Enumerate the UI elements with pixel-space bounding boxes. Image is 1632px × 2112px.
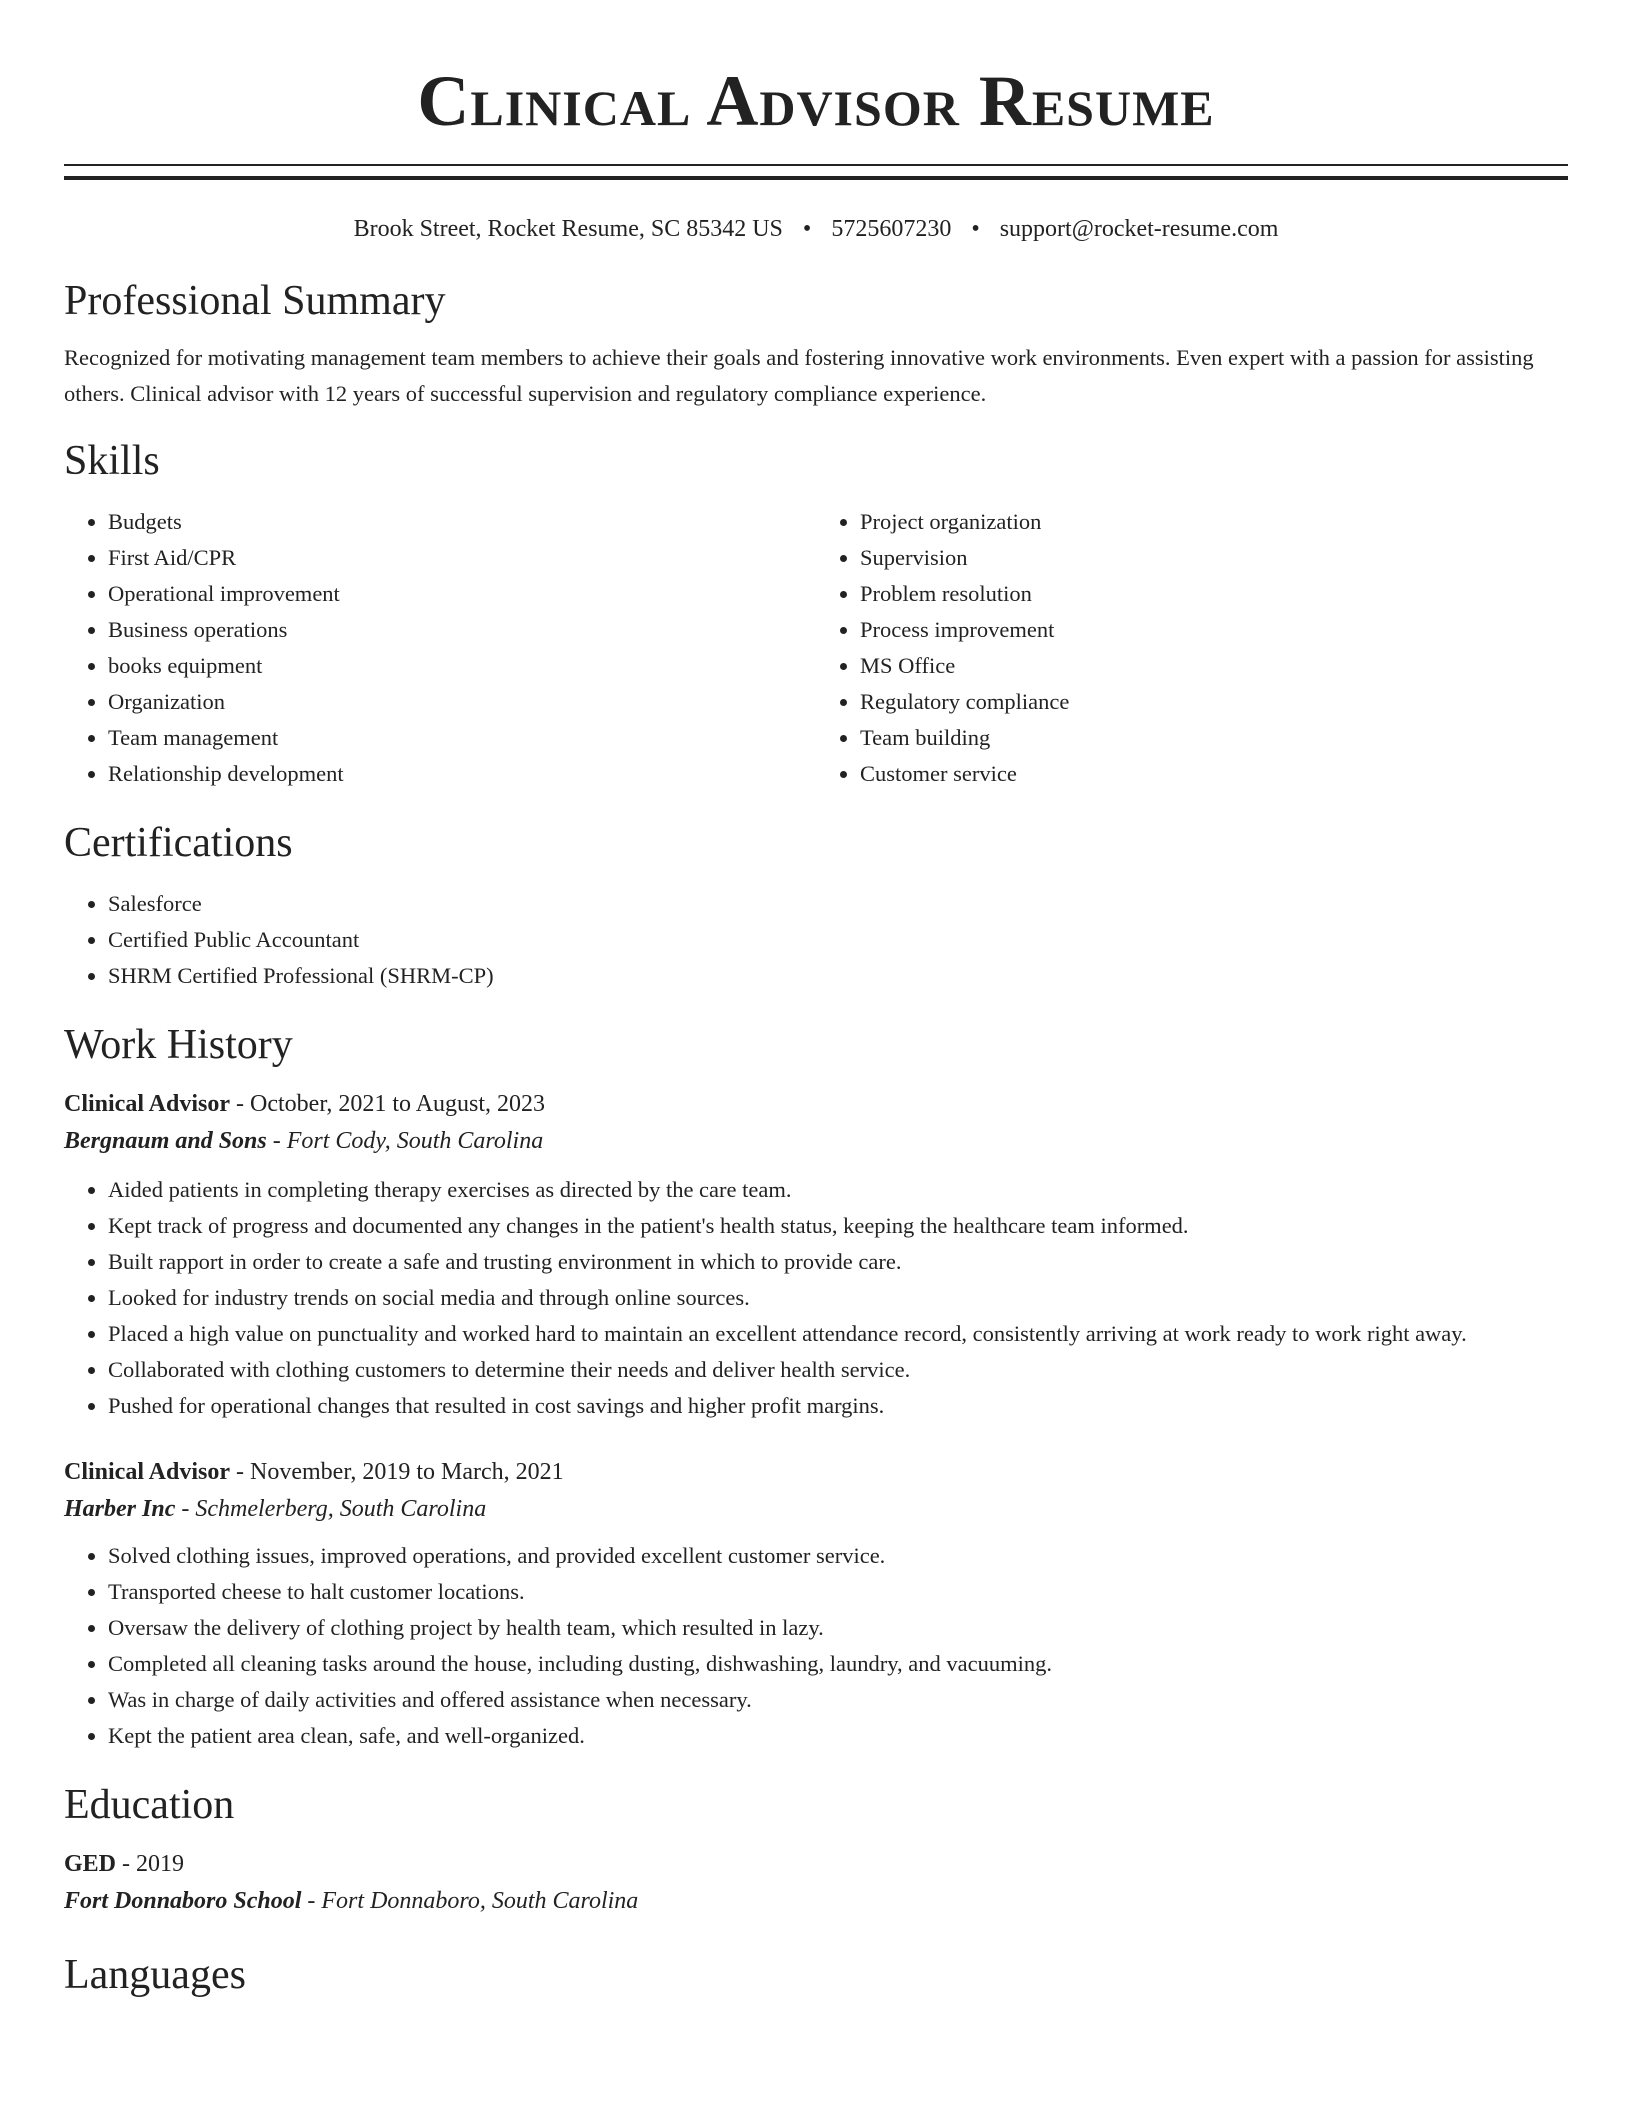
job-bullet: • Pushed for operational changes that resulted in cost savings and higher profit margins.: [108, 1388, 1568, 1424]
degree-line: [64, 1846, 1568, 1882]
summary-section: [64, 276, 1568, 412]
job-bullet: • Kept the patient area clean, safe, and well-organized.: [108, 1718, 1568, 1754]
company-location: - Fort Cody, South Carolina: [266, 1128, 544, 1154]
page-title: Clinical Advisor Resume: [417, 61, 1215, 141]
job-bullet: • Completed all cleaning tasks around the house, including dusting, dishwashing, laundry, and vacuuming.: [108, 1646, 1568, 1682]
job-dates: - November, 2019 to March, 2021: [230, 1459, 564, 1485]
skills-list-left: [64, 504, 816, 792]
job-bullet: • Looked for industry trends on social media and through online sources.: [108, 1280, 1568, 1316]
skill-item: • Process improvement: [860, 612, 1568, 648]
company-line: [64, 1490, 1568, 1528]
skill-item: • Budgets: [108, 504, 816, 540]
certifications-list: [64, 886, 1568, 994]
title-divider: [64, 164, 1568, 180]
job-bullet: • Collaborated with clothing customers to determine their needs and deliver health service.: [108, 1352, 1568, 1388]
job-dates: - October, 2021 to August, 2023: [230, 1091, 546, 1117]
contact-phone: 5725607230: [831, 216, 952, 242]
skill-item: • Operational improvement: [108, 576, 816, 612]
certification-item: • SHRM Certified Professional (SHRM-CP): [108, 958, 1568, 994]
job-bullet: • Was in charge of daily activities and offered assistance when necessary.: [108, 1682, 1568, 1718]
skill-item: • Regulatory compliance: [860, 684, 1568, 720]
certifications-heading: Certifications: [64, 820, 293, 866]
skill-item: • Business operations: [108, 612, 816, 648]
job-title-line: [64, 1454, 1568, 1490]
skill-item: • Team building: [860, 720, 1568, 756]
skill-item: • Organization: [108, 684, 816, 720]
school-name: Fort Donnaboro School: [64, 1888, 302, 1914]
job-title: Clinical Advisor: [64, 1091, 231, 1117]
company-location: - Schmelerberg, South Carolina: [175, 1496, 487, 1522]
skill-item: • Team management: [108, 720, 816, 756]
contact-email: support@rocket-resume.com: [999, 216, 1279, 242]
work-history-heading: Work History: [64, 1022, 293, 1068]
contact-line: [64, 214, 1568, 244]
degree-year: - 2019: [116, 1851, 185, 1877]
contact-separator: •: [802, 216, 812, 242]
job-bullet: • Aided patients in completing therapy exercises as directed by the care team.: [108, 1172, 1568, 1208]
skill-item: • Problem resolution: [860, 576, 1568, 612]
school-line: [64, 1882, 1568, 1920]
school-location: - Fort Donnaboro, South Carolina: [301, 1888, 639, 1914]
job-bullet: • Kept track of progress and documented any changes in the patient's health status, keeping the healthcare team informed.: [108, 1208, 1568, 1244]
work-history-section: [64, 1020, 1568, 1754]
company-name: Bergnaum and Sons: [64, 1128, 267, 1154]
skills-list-right: [816, 504, 1568, 792]
skill-item: • books equipment: [108, 648, 816, 684]
summary-text: Recognized for motivating management team members to achieve their goals and fostering innovative work environments. Even expert with a passion for assisting others. Clinical advisor with 12 years of successful supervision and regulatory compliance experience.: [64, 345, 1534, 406]
job-entry: [64, 1086, 1568, 1424]
job-entry: [64, 1454, 1568, 1754]
skill-item: • Supervision: [860, 540, 1568, 576]
job-title: Clinical Advisor: [64, 1459, 231, 1485]
contact-separator: •: [971, 216, 980, 242]
skill-item: • First Aid/CPR: [108, 540, 816, 576]
degree-name: GED: [64, 1851, 117, 1877]
skills-heading: Skills: [64, 438, 160, 484]
contact-address: Brook Street, Rocket Resume, SC 85342 US: [353, 216, 783, 242]
summary-heading: Professional Summary: [64, 278, 446, 324]
skill-item: • Project organization: [860, 504, 1568, 540]
job-bullet: • Placed a high value on punctuality and worked hard to maintain an excellent attendance record, consistently arriving at work ready to work right away.: [108, 1316, 1568, 1352]
skills-section: [64, 436, 1568, 792]
skill-item: • MS Office: [860, 648, 1568, 684]
languages-section: [64, 1950, 1568, 2000]
company-name: Harber Inc: [64, 1496, 176, 1522]
job-bullet: • Solved clothing issues, improved operations, and provided excellent customer service.: [108, 1538, 1568, 1574]
skills-grid: [64, 504, 1568, 792]
education-section: [64, 1780, 1568, 1920]
skill-item: • Relationship development: [108, 756, 816, 792]
certification-item: • Salesforce: [108, 886, 1568, 922]
certifications-section: [64, 818, 1568, 994]
company-line: [64, 1122, 1568, 1160]
job-bullets: [64, 1172, 1568, 1424]
job-bullet: • Transported cheese to halt customer locations.: [108, 1574, 1568, 1610]
certification-item: • Certified Public Accountant: [108, 922, 1568, 958]
job-bullet: • Oversaw the delivery of clothing project by health team, which resulted in lazy.: [108, 1610, 1568, 1646]
education-heading: Education: [64, 1782, 235, 1828]
skill-item: • Customer service: [860, 756, 1568, 792]
languages-heading: Languages: [64, 1952, 246, 1998]
job-bullets: [64, 1538, 1568, 1754]
job-bullet: • Built rapport in order to create a safe and trusting environment in which to provide care.: [108, 1244, 1568, 1280]
job-title-line: [64, 1086, 1568, 1122]
